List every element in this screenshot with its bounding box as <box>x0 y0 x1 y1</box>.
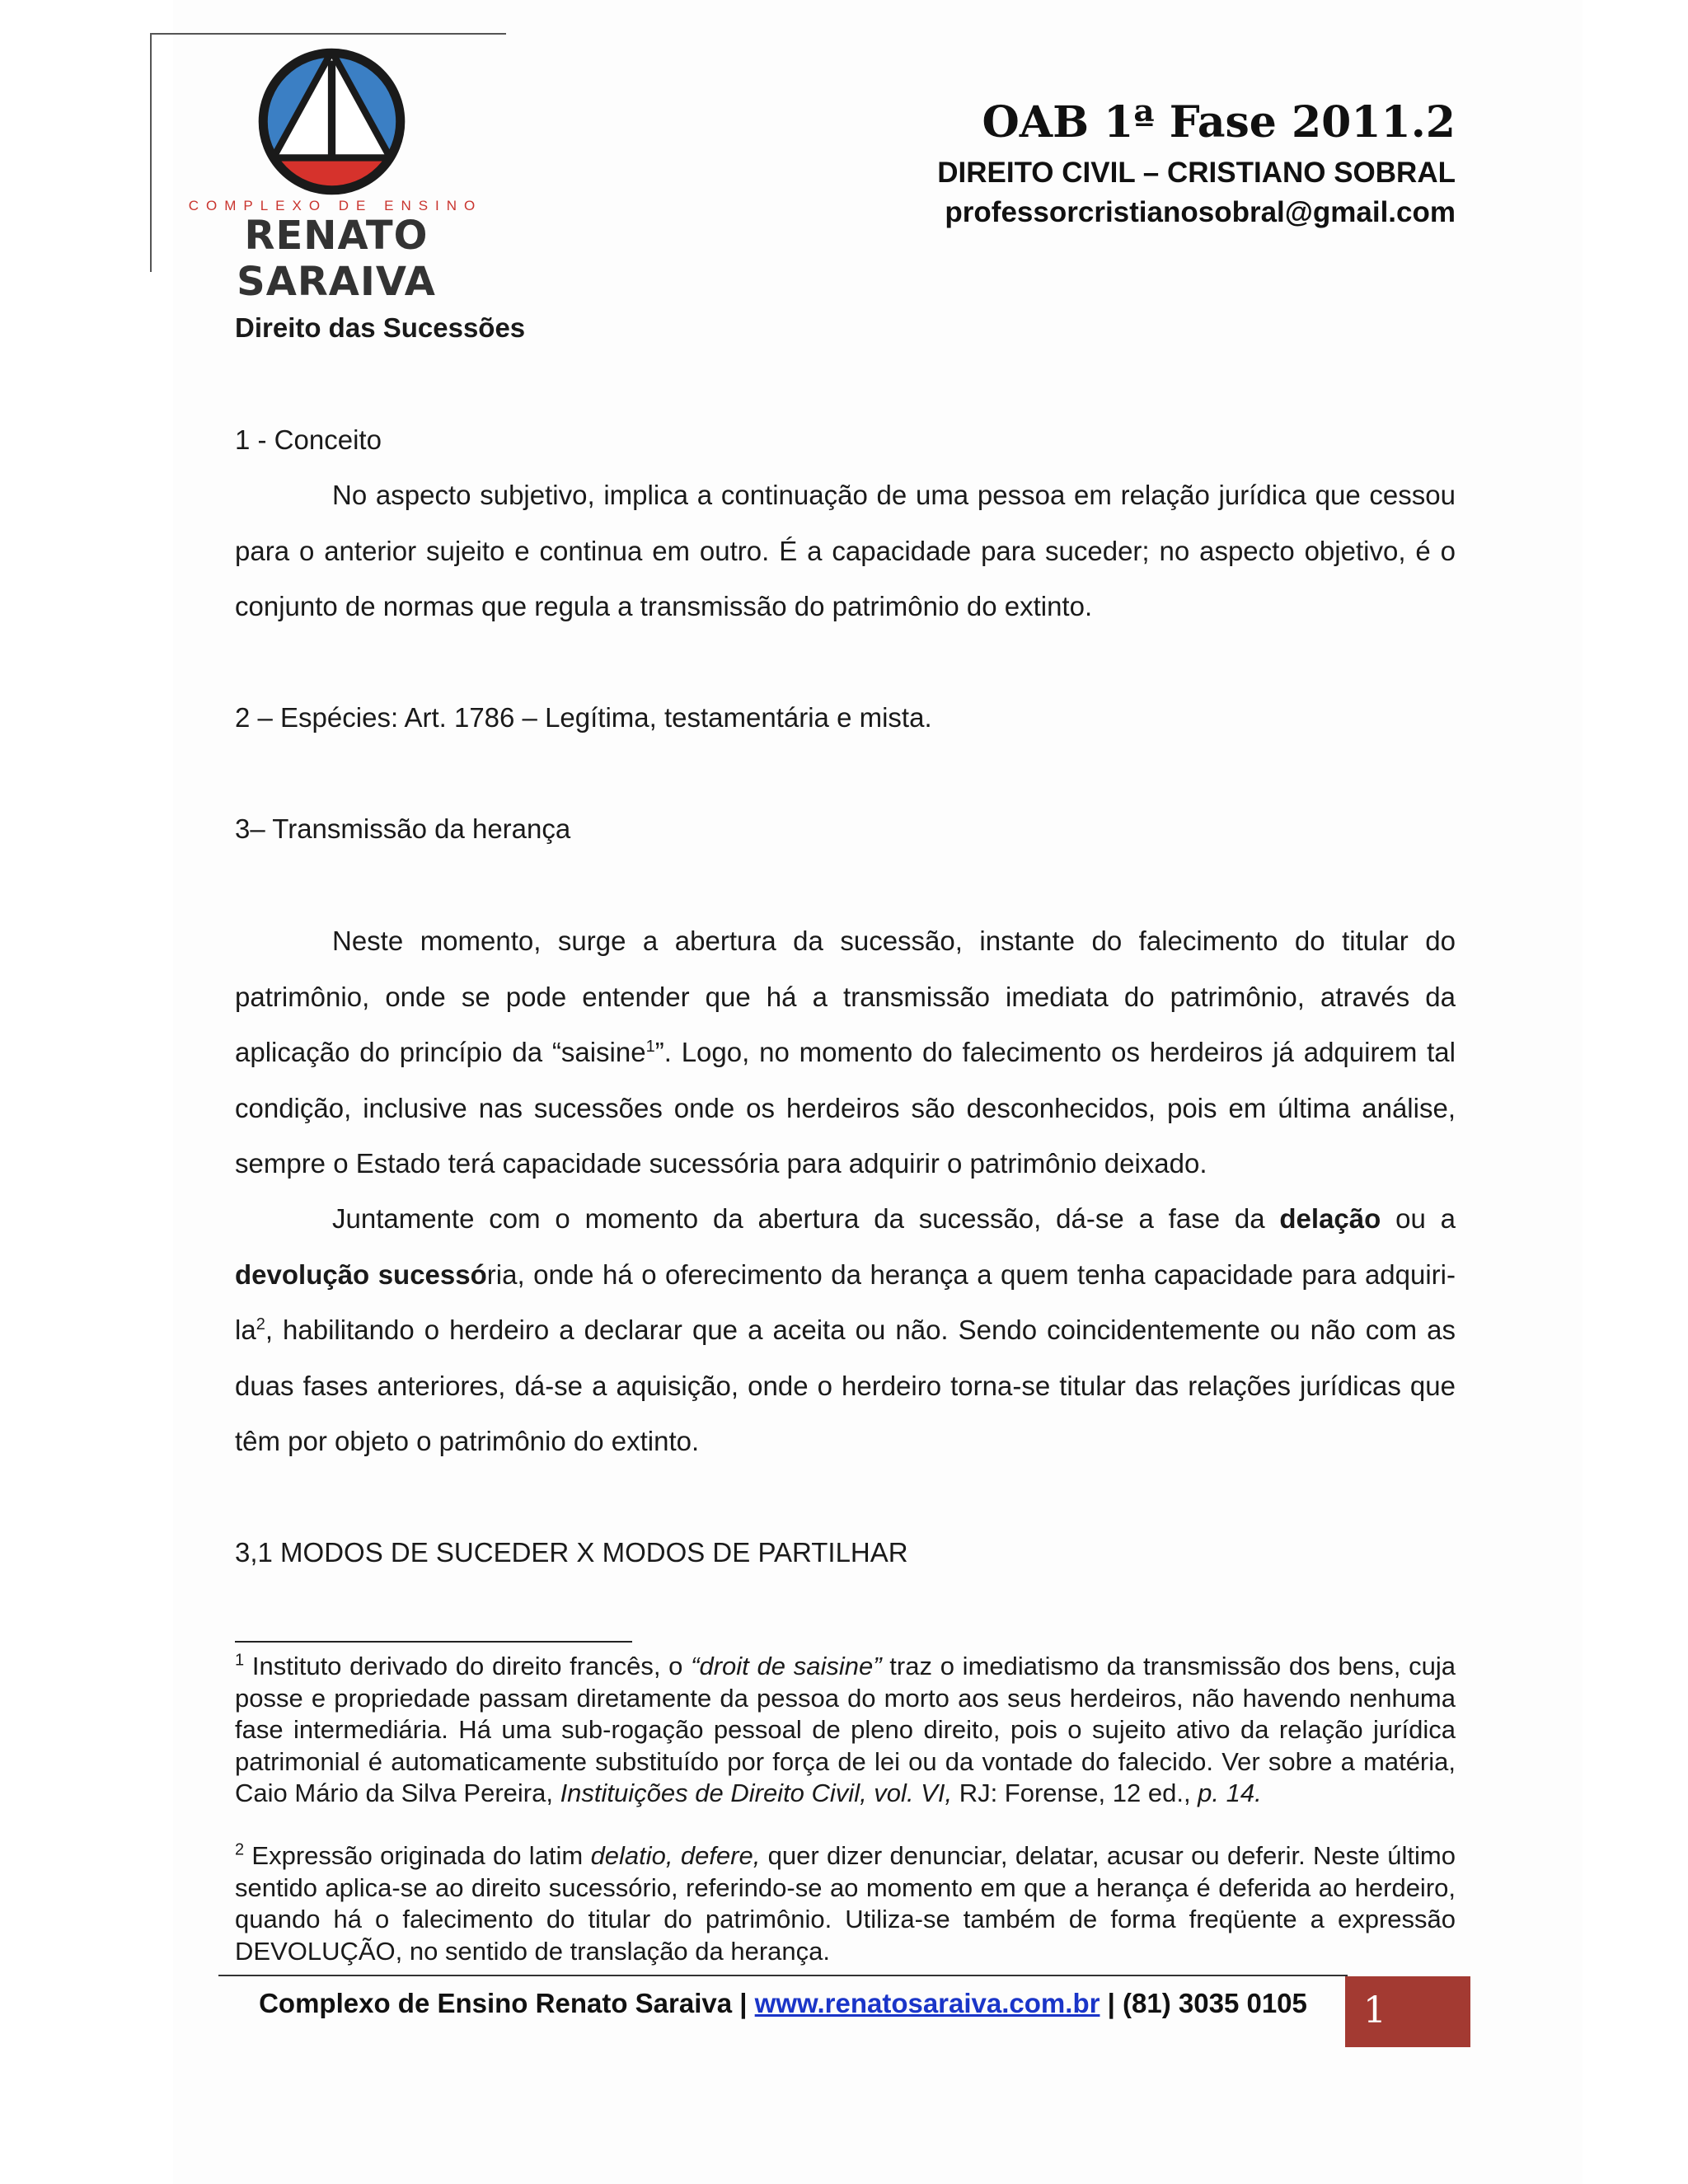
footer-org: Complexo de Ensino Renato Saraiva <box>259 1988 733 2018</box>
footnote-1-number: 1 <box>235 1651 245 1670</box>
logo-name: RENATO SARAIVA <box>237 213 436 305</box>
footer-website-link[interactable]: www.renatosaraiva.com.br <box>754 1988 1100 2018</box>
p2-bold-delacao: delação <box>1279 1203 1381 1234</box>
logo-frame-top-line <box>150 33 506 35</box>
section-3-title: 3– Transmissão da herança <box>235 813 571 844</box>
footnote-1 <box>235 1651 1456 1810</box>
p2-text-c: ria, onde há o oferecimento da herança a quem tenha capacidade para adquiri-la <box>235 1258 1456 1345</box>
section-1-title: 1 - Conceito <box>235 424 382 455</box>
footnote-ref-2[interactable]: 2 <box>256 1315 265 1333</box>
p2-text-b: ou a <box>1381 1203 1456 1234</box>
footer-sep-2: | <box>1100 1988 1123 2018</box>
fn1-italic-3: p. 14. <box>1198 1779 1262 1807</box>
p1-text-a: Neste momento, surge a abertura da sucessão, instante do falecimento do titular do patrimônio, onde se pode entender que há a transmissão imediata do patrimônio, através da aplicação do princípio da “saisine <box>235 926 1456 1067</box>
footer-phone: (81) 3035 0105 <box>1123 1988 1307 2018</box>
footer-line <box>218 1988 1348 2019</box>
page-number-badge <box>1345 1976 1470 2047</box>
header-email: professorcristianosobral@gmail.com <box>945 196 1456 228</box>
footer-sep-1: | <box>732 1988 755 2018</box>
section-1-paragraph: No aspecto subjetivo, implica a continuação de uma pessoa em relação jurídica que cessou para o anterior sujeito e continua em outro. É a capacidade para suceder; no aspecto objetivo, é o conjunto de normas que regula a transmissão do patrimônio do extinto. <box>235 480 1456 621</box>
section-3-1-title: 3,1 MODOS DE SUCEDER X MODOS DE PARTILHAR <box>235 1537 908 1568</box>
fn2-text-b: quer dizer denunciar, delatar, acusar ou deferir. Neste último sentido aplica-se ao direito sucessório, referindo-se ao momento em que a herança é deferida ao herdeiro, quando há o falecimento do titular do patrimônio. Utiliza-se também de forma freqüente a expressão DEVOLUÇÃO, no sentido de translação da herança. <box>235 1841 1456 1966</box>
section-3-paragraph-2 <box>235 1191 1456 1469</box>
p2-bold-devolucao: devolução sucessó <box>235 1258 487 1290</box>
section-2-title: 2 – Espécies: Art. 1786 – Legítima, testamentária e mista. <box>235 702 932 733</box>
footnote-2-number: 2 <box>235 1840 245 1859</box>
logo-frame-left-line <box>150 33 152 272</box>
fn1-italic-1: “droit de saisine” <box>691 1652 882 1680</box>
page-number: 1 <box>1363 1990 1386 2032</box>
footnote-ref-1[interactable]: 1 <box>645 1038 655 1056</box>
header-title: OAB 1ª Fase 2011.2 <box>982 97 1456 148</box>
footnote-2 <box>235 1840 1456 1967</box>
p1-text-b: ”. Logo, no momento do falecimento os herdeiros já adquirem tal condição, inclusive nas sucessões onde os herdeiros são desconhecidos, pois em última análise, sempre o Estado terá capacidade sucessória para adquirir o patrimônio deixado. <box>235 1037 1456 1179</box>
fn1-text-b: traz o imediatismo da transmissão dos bens, cuja posse e propriedade passam diretamente da pessoa do morto aos seus herdeiros, não havendo nenhuma fase intermediária. Há uma sub-rogação pessoal de pleno direito, pois o sujeito ativo da relação jurídica patrimonial é automaticamente substituído por força de lei ou da vontade do falecido. Ver sobre a matéria, Caio Mário da Silva Pereira, <box>235 1652 1456 1807</box>
fn1-text-c: RJ: Forense, 12 ed., <box>952 1779 1198 1807</box>
fn1-text-a: Instituto derivado do direito francês, o <box>244 1652 692 1680</box>
fn2-italic-1: delatio, defere, <box>590 1841 761 1870</box>
logo-subtitle: COMPLEXO DE ENSINO <box>188 198 483 213</box>
footnote-separator <box>235 1641 632 1643</box>
footer-rule <box>218 1975 1348 1976</box>
document-heading: Direito das Sucessões <box>235 312 526 343</box>
fn2-text-a: Expressão originada do latim <box>244 1841 591 1870</box>
logo-emblem-icon <box>256 45 408 198</box>
fn1-italic-2: Instituições de Direito Civil, vol. VI, <box>560 1779 953 1807</box>
header-course: DIREITO CIVIL – CRISTIANO SOBRAL <box>937 157 1456 189</box>
p2-text-a: Juntamente com o momento da abertura da sucessão, dá-se a fase da <box>332 1203 1280 1234</box>
p2-text-d: , habilitando o herdeiro a declarar que a aceita ou não. Sendo coincidentemente ou não com as duas fases anteriores, dá-se a aquisição, onde o herdeiro torna-se titular das relações jurídicas que têm por objeto o patrimônio do extinto. <box>235 1315 1456 1456</box>
section-3-paragraph-1 <box>235 913 1456 1192</box>
